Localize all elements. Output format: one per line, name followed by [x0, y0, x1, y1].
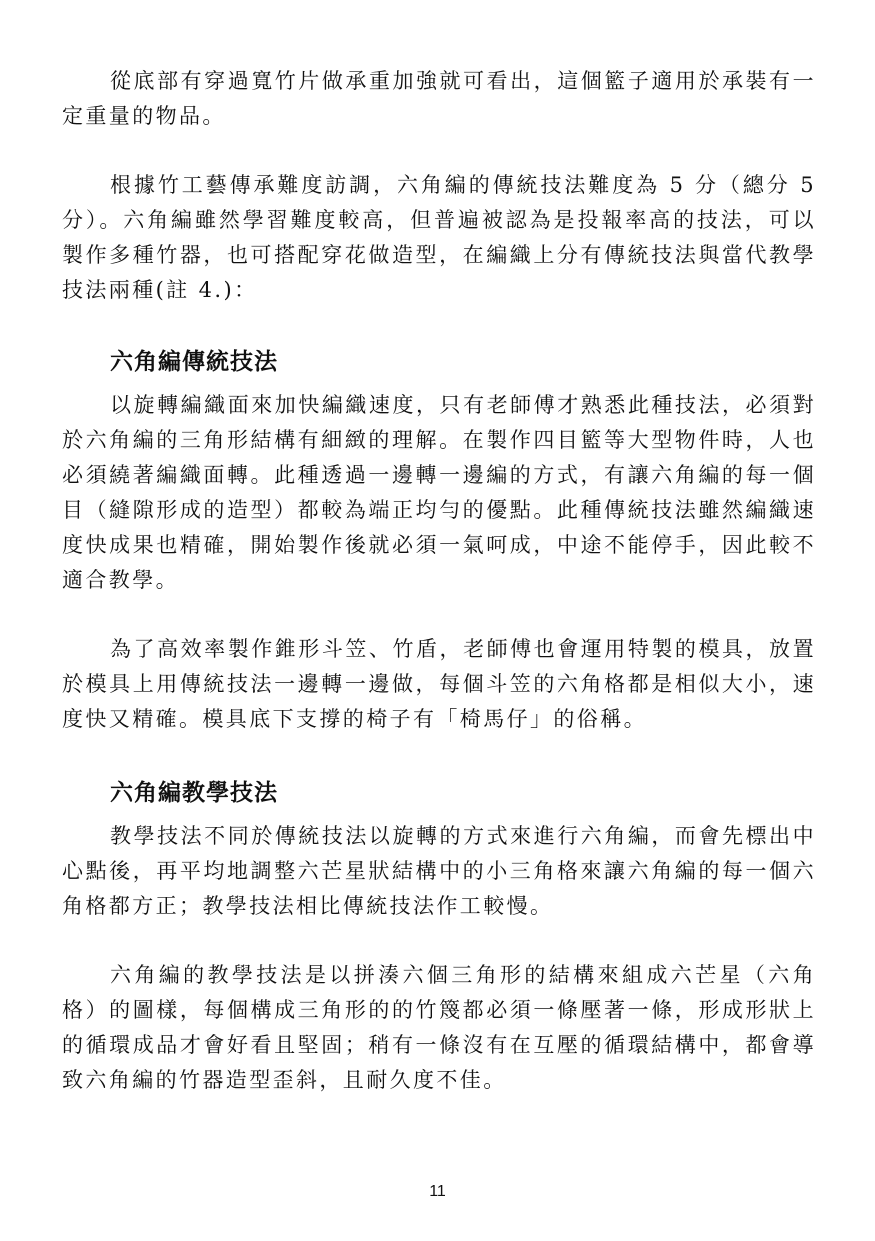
- page-number: 11: [429, 1183, 446, 1200]
- paragraph-teaching-1: 教學技法不同於傳統技法以旋轉的方式來進行六角編，而會先標出中心點後，再平均地調整六芒星狀結構中的小三角格來讓六角編的每一個六角格都方正；教學技法相比傳統技法作工較慢。: [62, 824, 816, 918]
- paragraph-intro-2: 根據竹工藝傳承難度訪調，六角編的傳統技法難度為 5 分（總分 5 分）。六角編雖然學習難度較高，但普遍被認為是投報率高的技法，可以製作多種竹器，也可搭配穿花做造型，在編織上分有傳統技法與當代教學技法兩種(註 4.)：: [62, 173, 816, 302]
- section-heading-teaching: 六角編教學技法: [110, 780, 278, 806]
- section-heading-traditional: 六角編傳統技法: [110, 349, 278, 375]
- paragraph-traditional-1: 以旋轉編織面來加快編織速度，只有老師傅才熟悉此種技法，必須對於六角編的三角形結構有細緻的理解。在製作四目籃等大型物件時，人也必須繞著編織面轉。此種透過一邊轉一邊編的方式，有讓六角編的每一個目（縫隙形成的造型）都較為端正均勻的優點。此種傳統技法雖然編織速度快成果也精確，開始製作後就必須一氣呵成，中途不能停手，因此較不適合教學。: [62, 393, 816, 592]
- document-page: [62, 64, 816, 1098]
- paragraph-traditional-2: 為了高效率製作錐形斗笠、竹盾，老師傅也會運用特製的模具，放置於模具上用傳統技法一邊轉一邊做，每個斗笠的六角格都是相似大小，速度快又精確。模具底下支撐的椅子有「椅馬仔」的俗稱。: [62, 637, 816, 731]
- paragraph-intro-1: 從底部有穿過寬竹片做承重加強就可看出，這個籃子適用於承裝有一定重量的物品。: [62, 69, 816, 128]
- paragraph-teaching-2: 六角編的教學技法是以拼湊六個三角形的結構來組成六芒星（六角格）的圖樣，每個構成三角形的的竹篾都必須一條壓著一條，形成形狀上的循環成品才會好看且堅固；稍有一條沒有在互壓的循環結構中，都會導致六角編的竹器造型歪斜，且耐久度不佳。: [62, 963, 816, 1092]
